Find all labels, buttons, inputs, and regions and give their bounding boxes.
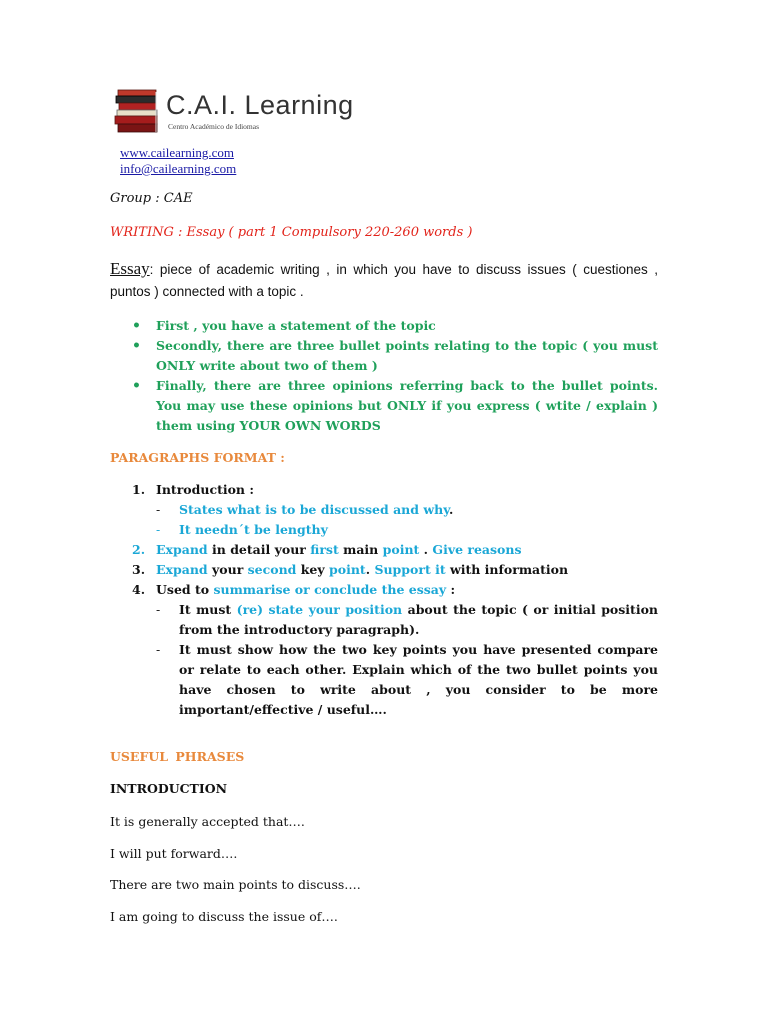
dash: - bbox=[156, 602, 161, 617]
text-run: . bbox=[365, 562, 375, 577]
text-run: Expand bbox=[156, 562, 208, 577]
essay-word: Essay bbox=[110, 259, 150, 278]
essay-definition-text: : piece of academic writing , in which you have to discuss issues ( cuestiones , puntos ) connected with a topic . bbox=[110, 262, 658, 299]
format-sub-item bbox=[110, 600, 658, 640]
contact-links bbox=[120, 145, 236, 177]
format-sub-item bbox=[110, 520, 658, 540]
introduction-heading: INTRODUCTION bbox=[110, 781, 228, 796]
item-number: 2. bbox=[132, 542, 146, 557]
format-list bbox=[110, 480, 658, 720]
text-run: Used to bbox=[156, 582, 214, 597]
phrase-item: There are two main points to discuss…. bbox=[110, 877, 361, 892]
item-number: 4. bbox=[132, 582, 146, 597]
text-run: Give reasons bbox=[432, 542, 522, 557]
text-run: point bbox=[329, 562, 366, 577]
item-number: 1. bbox=[132, 482, 146, 497]
text-run: with information bbox=[445, 562, 569, 577]
dash: - bbox=[156, 642, 161, 657]
text-run: your bbox=[207, 562, 248, 577]
essay-definition bbox=[110, 258, 658, 303]
text-run: : bbox=[446, 582, 456, 597]
group-line: Group : CAE bbox=[110, 191, 193, 206]
format-sub-item bbox=[110, 640, 658, 720]
text-run: (re) state your position bbox=[236, 602, 403, 617]
item-number: 3. bbox=[132, 562, 146, 577]
logo bbox=[112, 84, 354, 140]
sub-text: It needn´t be lengthy bbox=[179, 522, 328, 537]
bullet-list bbox=[110, 316, 658, 436]
dash: - bbox=[156, 522, 161, 537]
format-item-3 bbox=[110, 560, 658, 580]
phrase-item: I will put forward…. bbox=[110, 846, 238, 861]
text-run: main bbox=[338, 542, 383, 557]
website-link[interactable]: www.cailearning.com bbox=[120, 145, 234, 160]
sub-text: States what is to be discussed and why bbox=[179, 502, 450, 517]
useful-phrases-heading: USEFUL PHRASES bbox=[110, 749, 245, 764]
text-run: It must bbox=[179, 602, 237, 617]
text-run: second bbox=[247, 562, 297, 577]
books-icon bbox=[112, 86, 164, 138]
dash: - bbox=[156, 502, 161, 517]
writing-line: WRITING : Essay ( part 1 Compulsory 220-260 words ) bbox=[110, 225, 473, 240]
paragraphs-format-heading: PARAGRAPHS FORMAT : bbox=[110, 450, 285, 465]
format-item-4 bbox=[110, 580, 658, 600]
item-label: Introduction : bbox=[156, 482, 254, 497]
logo-subtitle: Centro Académico de Idiomas bbox=[168, 122, 260, 131]
text-run: about the topic ( or initial position from the introductory paragraph). bbox=[179, 602, 659, 637]
phrase-item: It is generally accepted that…. bbox=[110, 814, 305, 829]
bullet-item: • First , you have a statement of the topic bbox=[110, 316, 658, 336]
logo-title: C.A.I. Learning bbox=[166, 90, 354, 120]
text-run: point bbox=[382, 542, 420, 557]
format-sub-item bbox=[110, 500, 658, 520]
bullet-item: • Finally, there are three opinions referring back to the bullet points. You may use these opinions but ONLY if you express ( wtite / explain ) them using YOUR OWN WORDS bbox=[110, 376, 658, 436]
text-run: Expand bbox=[156, 542, 208, 557]
sub-dot: . bbox=[449, 502, 454, 517]
bullet-item: • Secondly, there are three bullet points relating to the topic ( you must ONLY write about two of them ) bbox=[110, 336, 658, 376]
phrase-item: I am going to discuss the issue of…. bbox=[110, 909, 338, 924]
format-item-1 bbox=[110, 480, 658, 500]
format-item-2 bbox=[110, 540, 658, 560]
sub-text: It must show how the two key points you have presented compare or relate to each other. Explain which of the two bullet points you have chosen to write about , you consider to be more important/effective / useful…. bbox=[179, 642, 658, 717]
text-run: Support it bbox=[374, 562, 446, 577]
text-run: summarise or conclude the essay bbox=[213, 582, 447, 597]
text-run: key bbox=[296, 562, 330, 577]
text-run: first bbox=[310, 542, 339, 557]
text-run: . bbox=[419, 542, 433, 557]
email-link[interactable]: info@cailearning.com bbox=[120, 161, 237, 176]
text-run: in detail your bbox=[207, 542, 311, 557]
